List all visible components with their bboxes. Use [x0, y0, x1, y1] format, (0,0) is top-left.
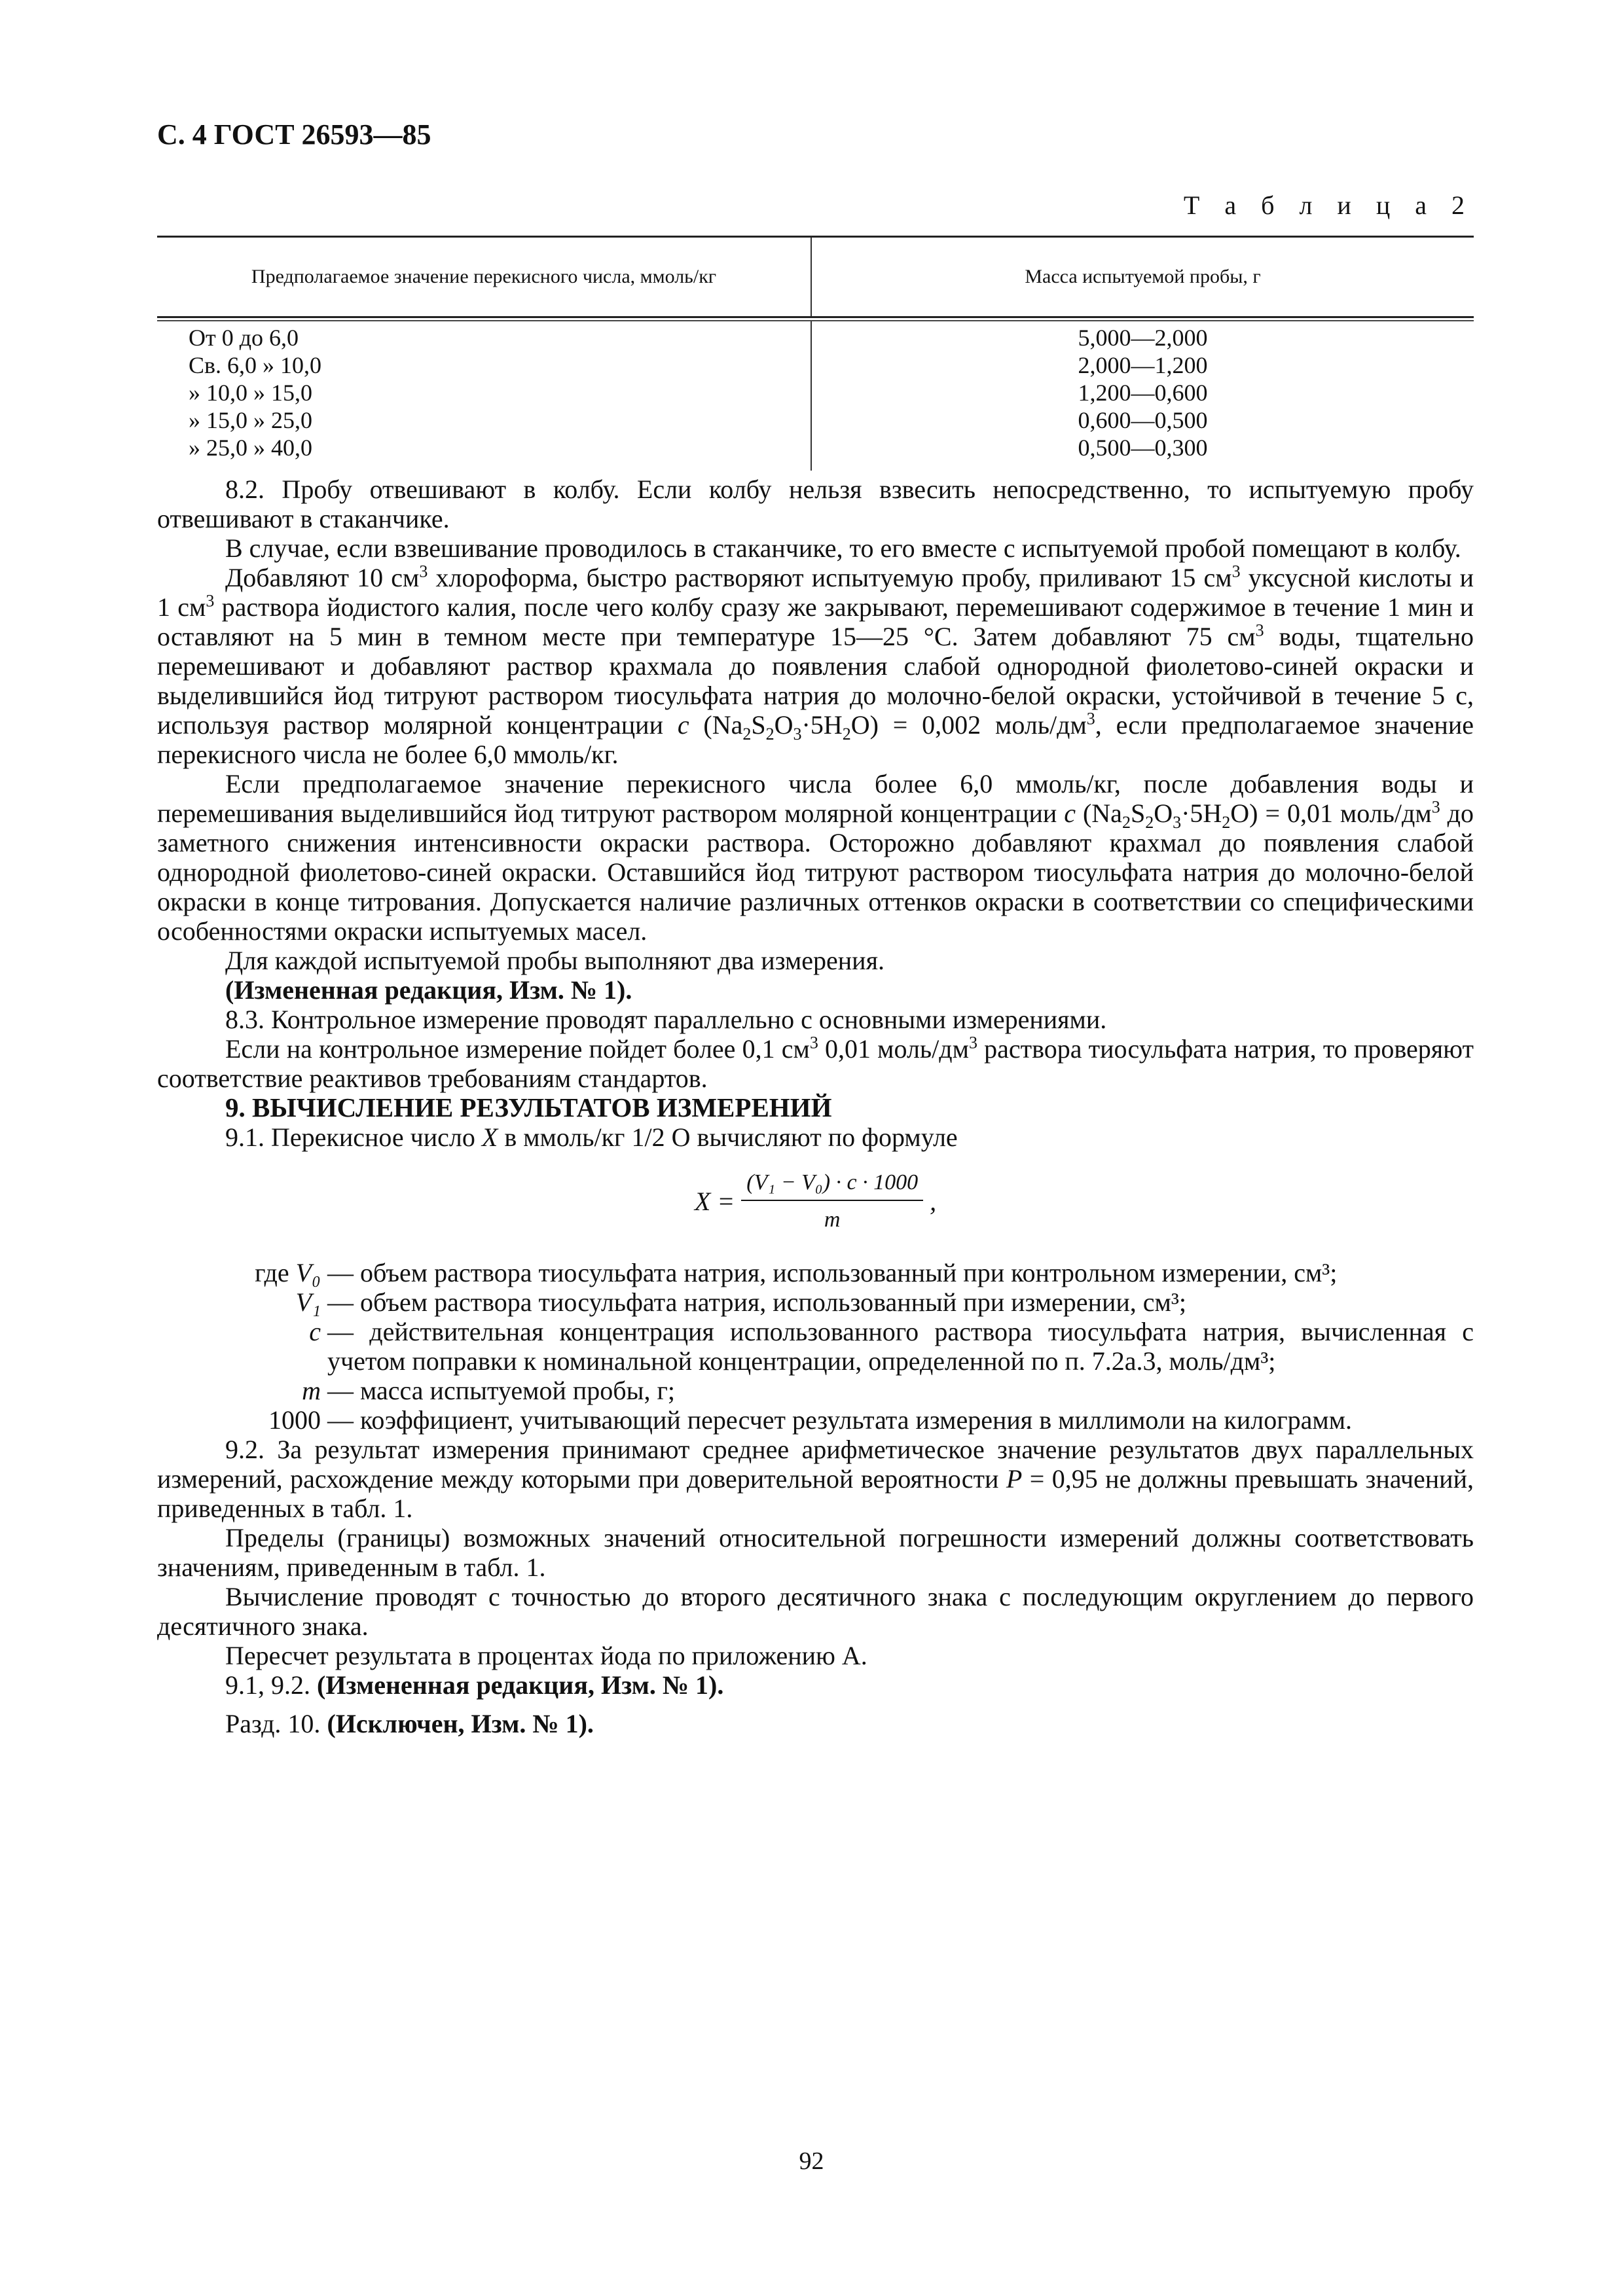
def-text: — действительная концентрация использованного раствора тиосульфата натрия, вычисленная с учетом поправки к номинальной концентрации, определенной по п. 7.2а.3, моль/дм³; [327, 1317, 1474, 1376]
page-header: С. 4 ГОСТ 26593—85 [157, 118, 431, 151]
table-body-col2 [812, 321, 1474, 473]
table-cell-mass: 0,500—0,300 [1078, 435, 1208, 461]
section-9-title: 9. ВЫЧИСЛЕНИЕ РЕЗУЛЬТАТОВ ИЗМЕРЕНИЙ [225, 1092, 832, 1122]
para-8-2: 8.2. Пробу отвешивают в колбу. Если колбу нельзя взвесить непосредственно, то испытуемую пробу отвешивают в стаканчике. [157, 475, 1474, 533]
def-text: — объем раствора тиосульфата натрия, использованный при измерении, см³; [327, 1287, 1186, 1317]
para-8-3: 8.3. Контрольное измерение проводят параллельно с основными измерениями. [225, 1005, 1107, 1034]
section-10-excluded: Разд. 10. (Исключен, Изм. № 1). [225, 1709, 594, 1738]
formula-lhs: X = [694, 1186, 735, 1216]
table-cell-range: » 10,0 » 15,0 [189, 380, 312, 406]
def-symbol: c [309, 1317, 321, 1346]
table-cell-mass: 0,600—0,500 [1078, 407, 1208, 433]
def-symbol: m [302, 1376, 321, 1405]
formula-peroxide-value [157, 1168, 1474, 1234]
para-8-2-weighing: В случае, если взвешивание проводилось в стаканчике, то его вместе с испытуемой пробой помещают в колбу. [225, 533, 1461, 563]
amendment-note: (Измененная редакция, Изм. № 1). [225, 975, 632, 1005]
table-cell-range: От 0 до 6,0 [189, 325, 299, 351]
table-caption: Т а б л и ц а 2 [1183, 190, 1474, 220]
table-header-col2: Масса испытуемой пробы, г [1025, 266, 1261, 287]
formula-comma: , [930, 1186, 937, 1216]
formula-definitions [157, 1258, 1474, 1435]
para-8-3-check: Если на контрольное измерение пойдет более 0,1 $см^3$ 0,01 моль/$дм^3$ раствора тиосульфата натрия, то проверяют соответствие реактивов требованиям стандартов. [157, 1033, 1474, 1093]
amendment-note-9: 9.1, 9.2. (Измененная редакция, Изм. № 1). [225, 1670, 724, 1700]
para-8-2-procedure: Добавляют 10 $см^3$ хлороформа, быстро растворяют испытуемую пробу, приливают 15 $см^3$ уксусной кислоты и 1 $см^3$ раствора йодистого калия, после чего колбу сразу же закрывают, перемешивают содержимое в течение 1 мин и оставляют на 5 мин в темном месте при температуре 15—25 °С. Затем добавляют 75 $см^3$ воды, тщательно перемешивают и добавляют раствор крахмала до появления слабой однородной фиолетово-синей окраски и выделившийся йод титруют раствором тиосульфата натрия до молочно-белой окраски, устойчивой в течение 5 с, используя раствор молярной концентрации c $(Na_2S_2O_3\cdot 5H_2O) = 0,002$ моль/$дм^3$, если предполагаемое значение перекисного числа не более 6,0 ммоль/кг. [157, 562, 1474, 769]
def-symbol: 1000 [268, 1405, 321, 1435]
table-header-col1: Предполагаемое значение перекисного числа, ммоль/кг [157, 238, 812, 316]
table-2 [157, 236, 1474, 471]
table-cell-range: » 25,0 » 40,0 [189, 435, 312, 461]
para-9-1: 9.1. Перекисное число X в ммоль/кг 1/2 О вычисляют по формуле [225, 1122, 958, 1152]
table-cell-range: Св. 6,0 » 10,0 [189, 352, 322, 378]
def-symbol: где V₀ [255, 1258, 321, 1287]
para-9-2-precision: Вычисление проводят с точностью до второго десятичного знака с последующим округлением до первого десятичного знака. [157, 1582, 1474, 1641]
table-header-rule [157, 316, 1474, 318]
page-number: 92 [799, 2147, 824, 2175]
def-text: — коэффициент, учитывающий пересчет результата измерения в миллимоли на килограмм. [327, 1405, 1353, 1435]
formula-fraction [741, 1168, 923, 1234]
para-9-2-limits: Пределы (границы) возможных значений относительной погрешности измерений должны соответствовать значениям, приведенным в табл. 1. [157, 1523, 1474, 1582]
def-text: — объем раствора тиосульфата натрия, использованный при контрольном измерении, см³; [327, 1258, 1338, 1287]
formula-numerator: (V₁ − V₀) · c · 1000 [741, 1168, 923, 1201]
table-cell-mass: 5,000—2,000 [1078, 325, 1208, 351]
table-body-col1 [157, 321, 812, 471]
table-cell-mass: 1,200—0,600 [1078, 380, 1208, 406]
para-9-2: 9.2. За результат измерения принимают среднее арифметическое значение результатов двух параллельных измерений, расхождение между которыми при доверительной вероятности P = 0,95 не должны превышать значений, приведенных в табл. 1. [157, 1435, 1474, 1523]
formula-denominator: m [824, 1208, 841, 1232]
table-cell-range: » 15,0 » 25,0 [189, 407, 312, 433]
table-cell-mass: 2,000—1,200 [1078, 352, 1208, 378]
def-text: — масса испытуемой пробы, г; [327, 1376, 676, 1405]
def-symbol: V₁ [295, 1287, 321, 1317]
table-header-row [157, 238, 1474, 316]
document-body [157, 475, 1474, 1738]
para-8-2-high-value: Если предполагаемое значение перекисного числа более 6,0 ммоль/кг, после добавления воды и перемешивания выделившийся йод титруют раствором молярной концентрации c $(Na_2S_2O_3\cdot 5H_2O) = 0,01$ моль/$дм^3$ до заметного снижения интенсивности окраски раствора. Осторожно добавляют крахмал до появления слабой однородной фиолетово-синей окраски. Оставшийся йод титруют раствором тиосульфата натрия до молочно-белой окраски в конце титрования. Допускается наличие различных оттенков окраски в соответствии со специфическими особенностями окраски испытуемых масел. [157, 769, 1474, 946]
para-9-2-iodine: Пересчет результата в процентах йода по приложению А. [225, 1641, 867, 1670]
table-body [157, 321, 1474, 471]
para-two-measurements: Для каждой испытуемой пробы выполняют два измерения. [225, 946, 884, 975]
